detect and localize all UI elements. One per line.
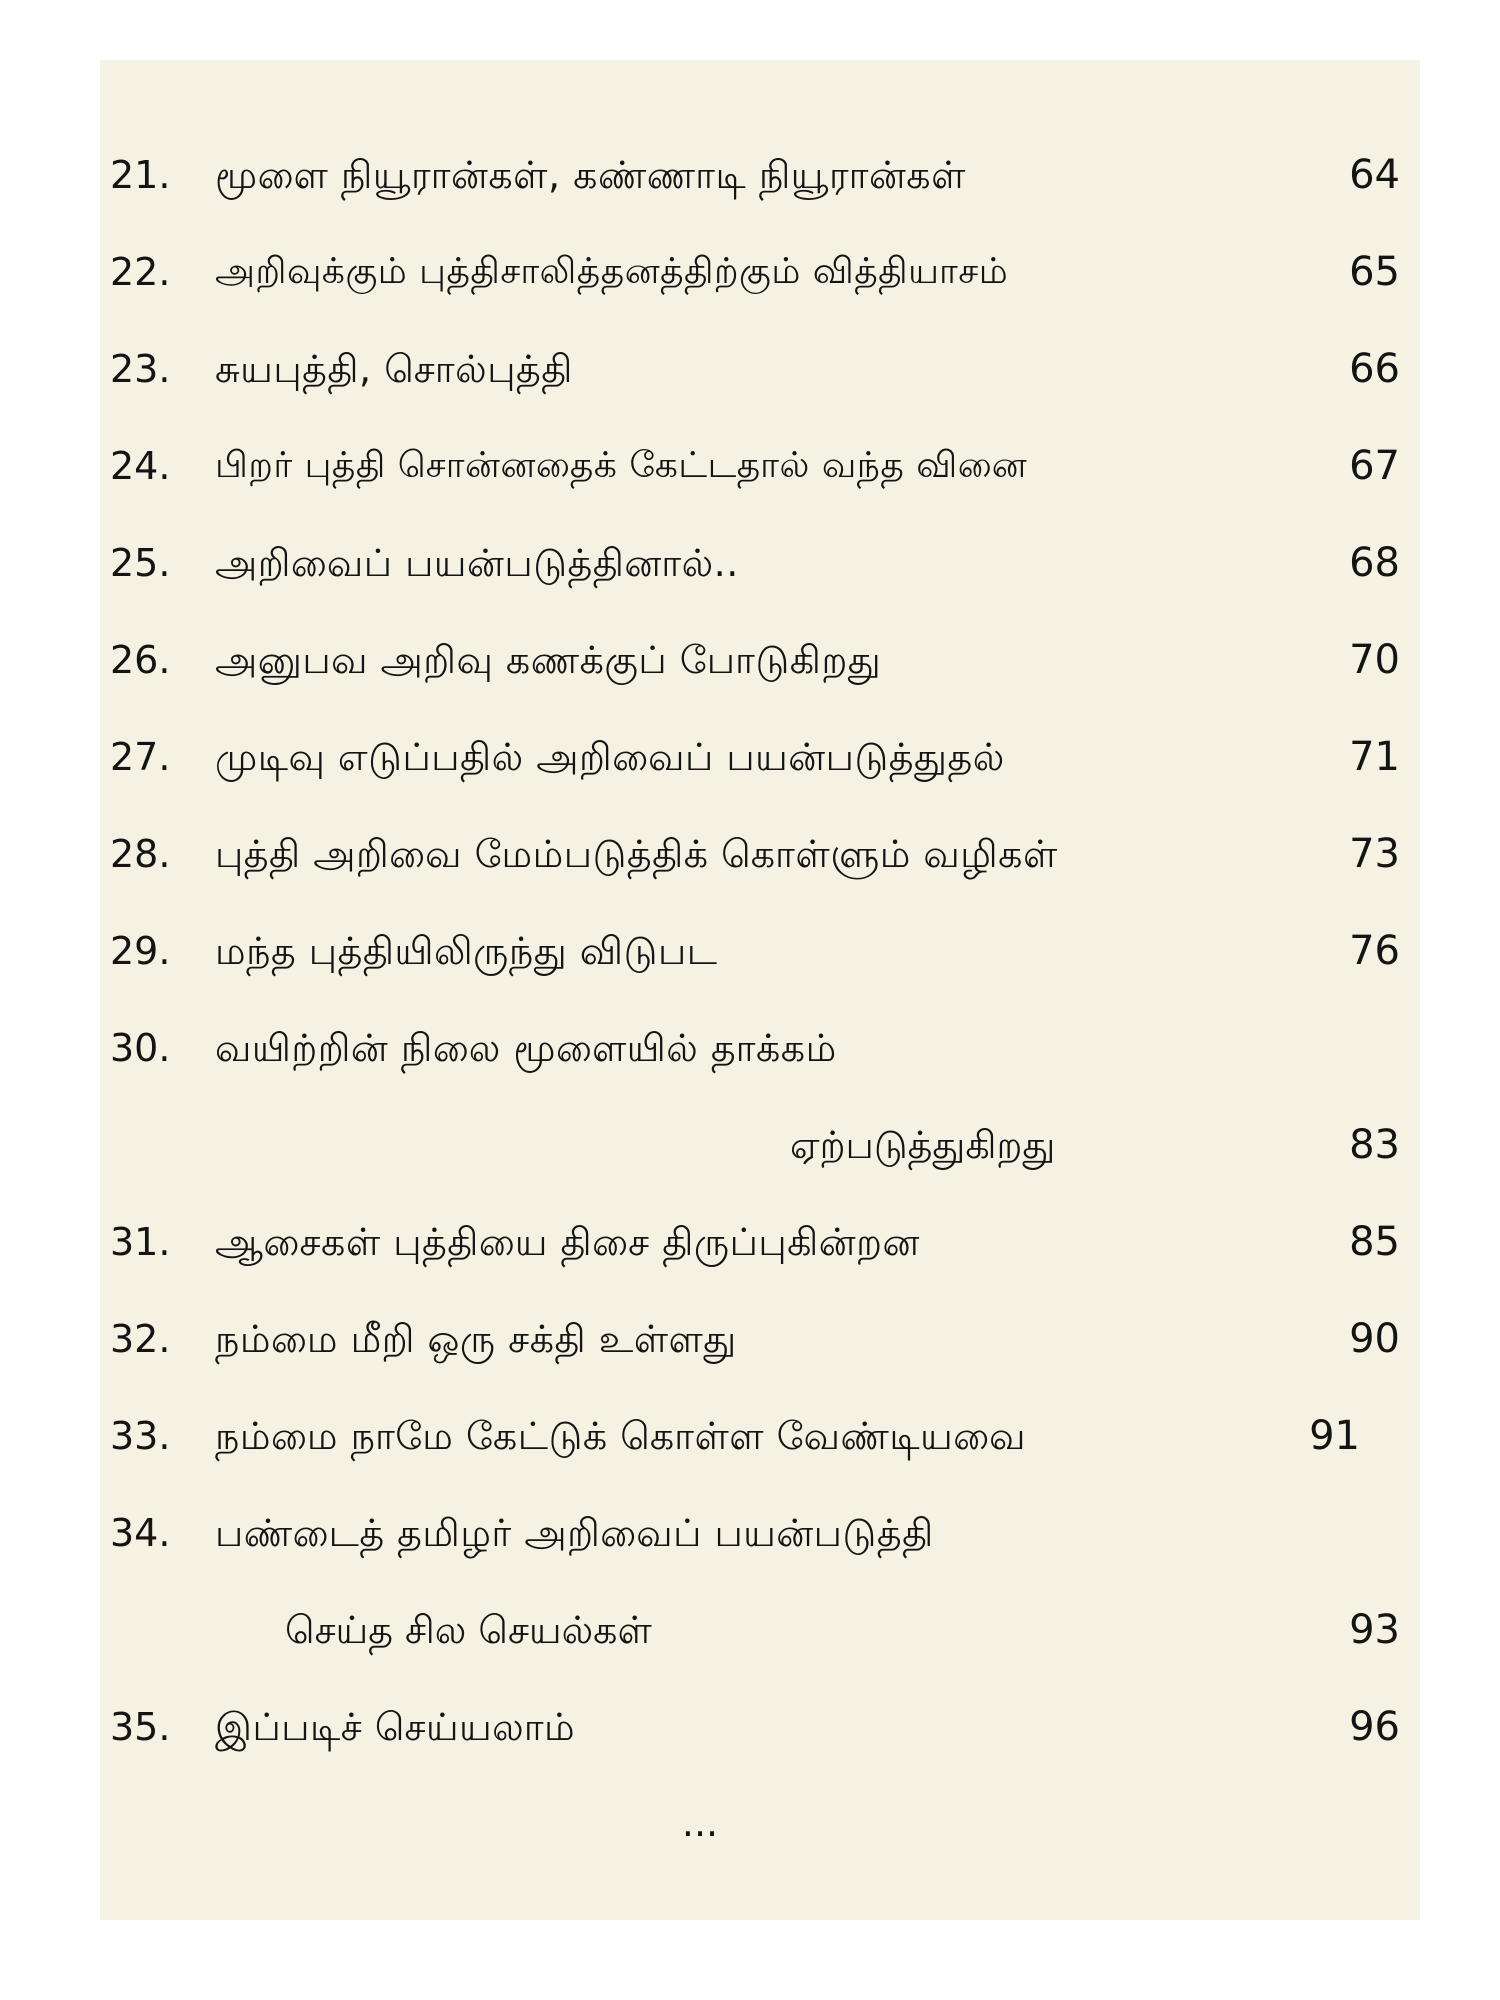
entry-number: 21.	[110, 153, 171, 197]
entry-number: 33.	[110, 1414, 171, 1458]
entry-number: 28.	[110, 832, 171, 876]
toc-entry-21	[110, 140, 1400, 210]
toc-entry-32	[110, 1304, 1400, 1374]
entry-number: 29.	[110, 929, 171, 973]
toc-entry-25	[110, 528, 1400, 598]
entry-number: 30.	[110, 1026, 171, 1070]
entry-number: 27.	[110, 735, 171, 779]
entry-title: அறிவுக்கும் புத்திசாலித்தனத்திற்கும் வித்தியாசம்	[215, 251, 1009, 292]
entry-title-continued: ஏற்படுத்துகிறது	[790, 1123, 1056, 1167]
entry-number: 35.	[110, 1705, 171, 1749]
entry-number: 25.	[110, 541, 171, 585]
entry-page: 66	[1349, 346, 1400, 392]
toc-entry-28	[110, 819, 1400, 889]
entry-page: 76	[1349, 928, 1400, 974]
entry-title: சுயபுத்தி, சொல்புத்தி	[215, 347, 573, 391]
entry-title: பிறர் புத்தி சொன்னதைக் கேட்டதால் வந்த வினை	[215, 445, 1028, 486]
entry-title: பண்டைத் தமிழர் அறிவைப் பயன்படுத்தி	[215, 1511, 934, 1555]
toc-entry-27	[110, 722, 1400, 792]
toc-entry-30-continued	[110, 1110, 1400, 1180]
entry-page: 96	[1349, 1704, 1400, 1750]
entry-title: அனுபவ அறிவு கணக்குப் போடுகிறது	[215, 638, 882, 682]
entry-page: 83	[1349, 1122, 1400, 1168]
entry-number: 23.	[110, 347, 171, 391]
continuation-ellipsis: ...	[681, 1801, 719, 1845]
book-page	[100, 60, 1420, 1920]
entry-title: நம்மை மீறி ஒரு சக்தி உள்ளது	[215, 1317, 737, 1361]
toc-entry-23	[110, 334, 1400, 404]
entry-title: நம்மை நாமே கேட்டுக் கொள்ள வேண்டியவை	[215, 1414, 1027, 1458]
entry-page: 68	[1349, 540, 1400, 586]
entry-title: ஆசைகள் புத்தியை திசை திருப்புகின்றன	[215, 1220, 920, 1264]
entry-number: 22.	[110, 250, 171, 294]
table-of-contents	[100, 60, 1420, 1920]
entry-number: 24.	[110, 444, 171, 488]
toc-entry-24	[110, 431, 1400, 501]
toc-entry-34	[110, 1498, 1400, 1568]
toc-entry-22	[110, 237, 1400, 307]
entry-page: 73	[1349, 831, 1400, 877]
entry-page: 64	[1349, 152, 1400, 198]
toc-entry-26	[110, 625, 1400, 695]
entry-page: 90	[1349, 1316, 1400, 1362]
entry-title: மூளை நியூரான்கள், கண்ணாடி நியூரான்கள்	[215, 153, 966, 197]
entry-title: புத்தி அறிவை மேம்படுத்திக் கொள்ளும் வழிகள்	[215, 832, 1058, 876]
entry-number: 32.	[110, 1317, 171, 1361]
entry-page: 67	[1349, 443, 1400, 489]
entry-number: 34.	[110, 1511, 171, 1555]
entry-title: இப்படிச் செய்யலாம்	[215, 1705, 576, 1749]
toc-entry-30	[110, 1013, 1400, 1083]
entry-title: அறிவைப் பயன்படுத்தினால்..	[215, 541, 739, 585]
entry-title: மந்த புத்தியிலிருந்து விடுபட	[215, 929, 718, 973]
entry-title-continued: செய்த சில செயல்கள்	[285, 1608, 652, 1652]
entry-title: வயிற்றின் நிலை மூளையில் தாக்கம்	[215, 1026, 837, 1070]
entry-page: 71	[1349, 734, 1400, 780]
entry-page: 91	[1309, 1413, 1360, 1459]
toc-entry-33	[110, 1401, 1400, 1471]
entry-number: 26.	[110, 638, 171, 682]
entry-page: 93	[1349, 1607, 1400, 1653]
toc-entry-35	[110, 1692, 1400, 1762]
entry-page: 65	[1349, 249, 1400, 295]
entry-number: 31.	[110, 1220, 171, 1264]
entry-page: 85	[1349, 1219, 1400, 1265]
entry-title: முடிவு எடுப்பதில் அறிவைப் பயன்படுத்துதல்	[215, 735, 1005, 779]
entry-page: 70	[1349, 637, 1400, 683]
toc-entry-31	[110, 1207, 1400, 1277]
toc-entry-34-continued	[110, 1595, 1400, 1665]
toc-entry-29	[110, 916, 1400, 986]
